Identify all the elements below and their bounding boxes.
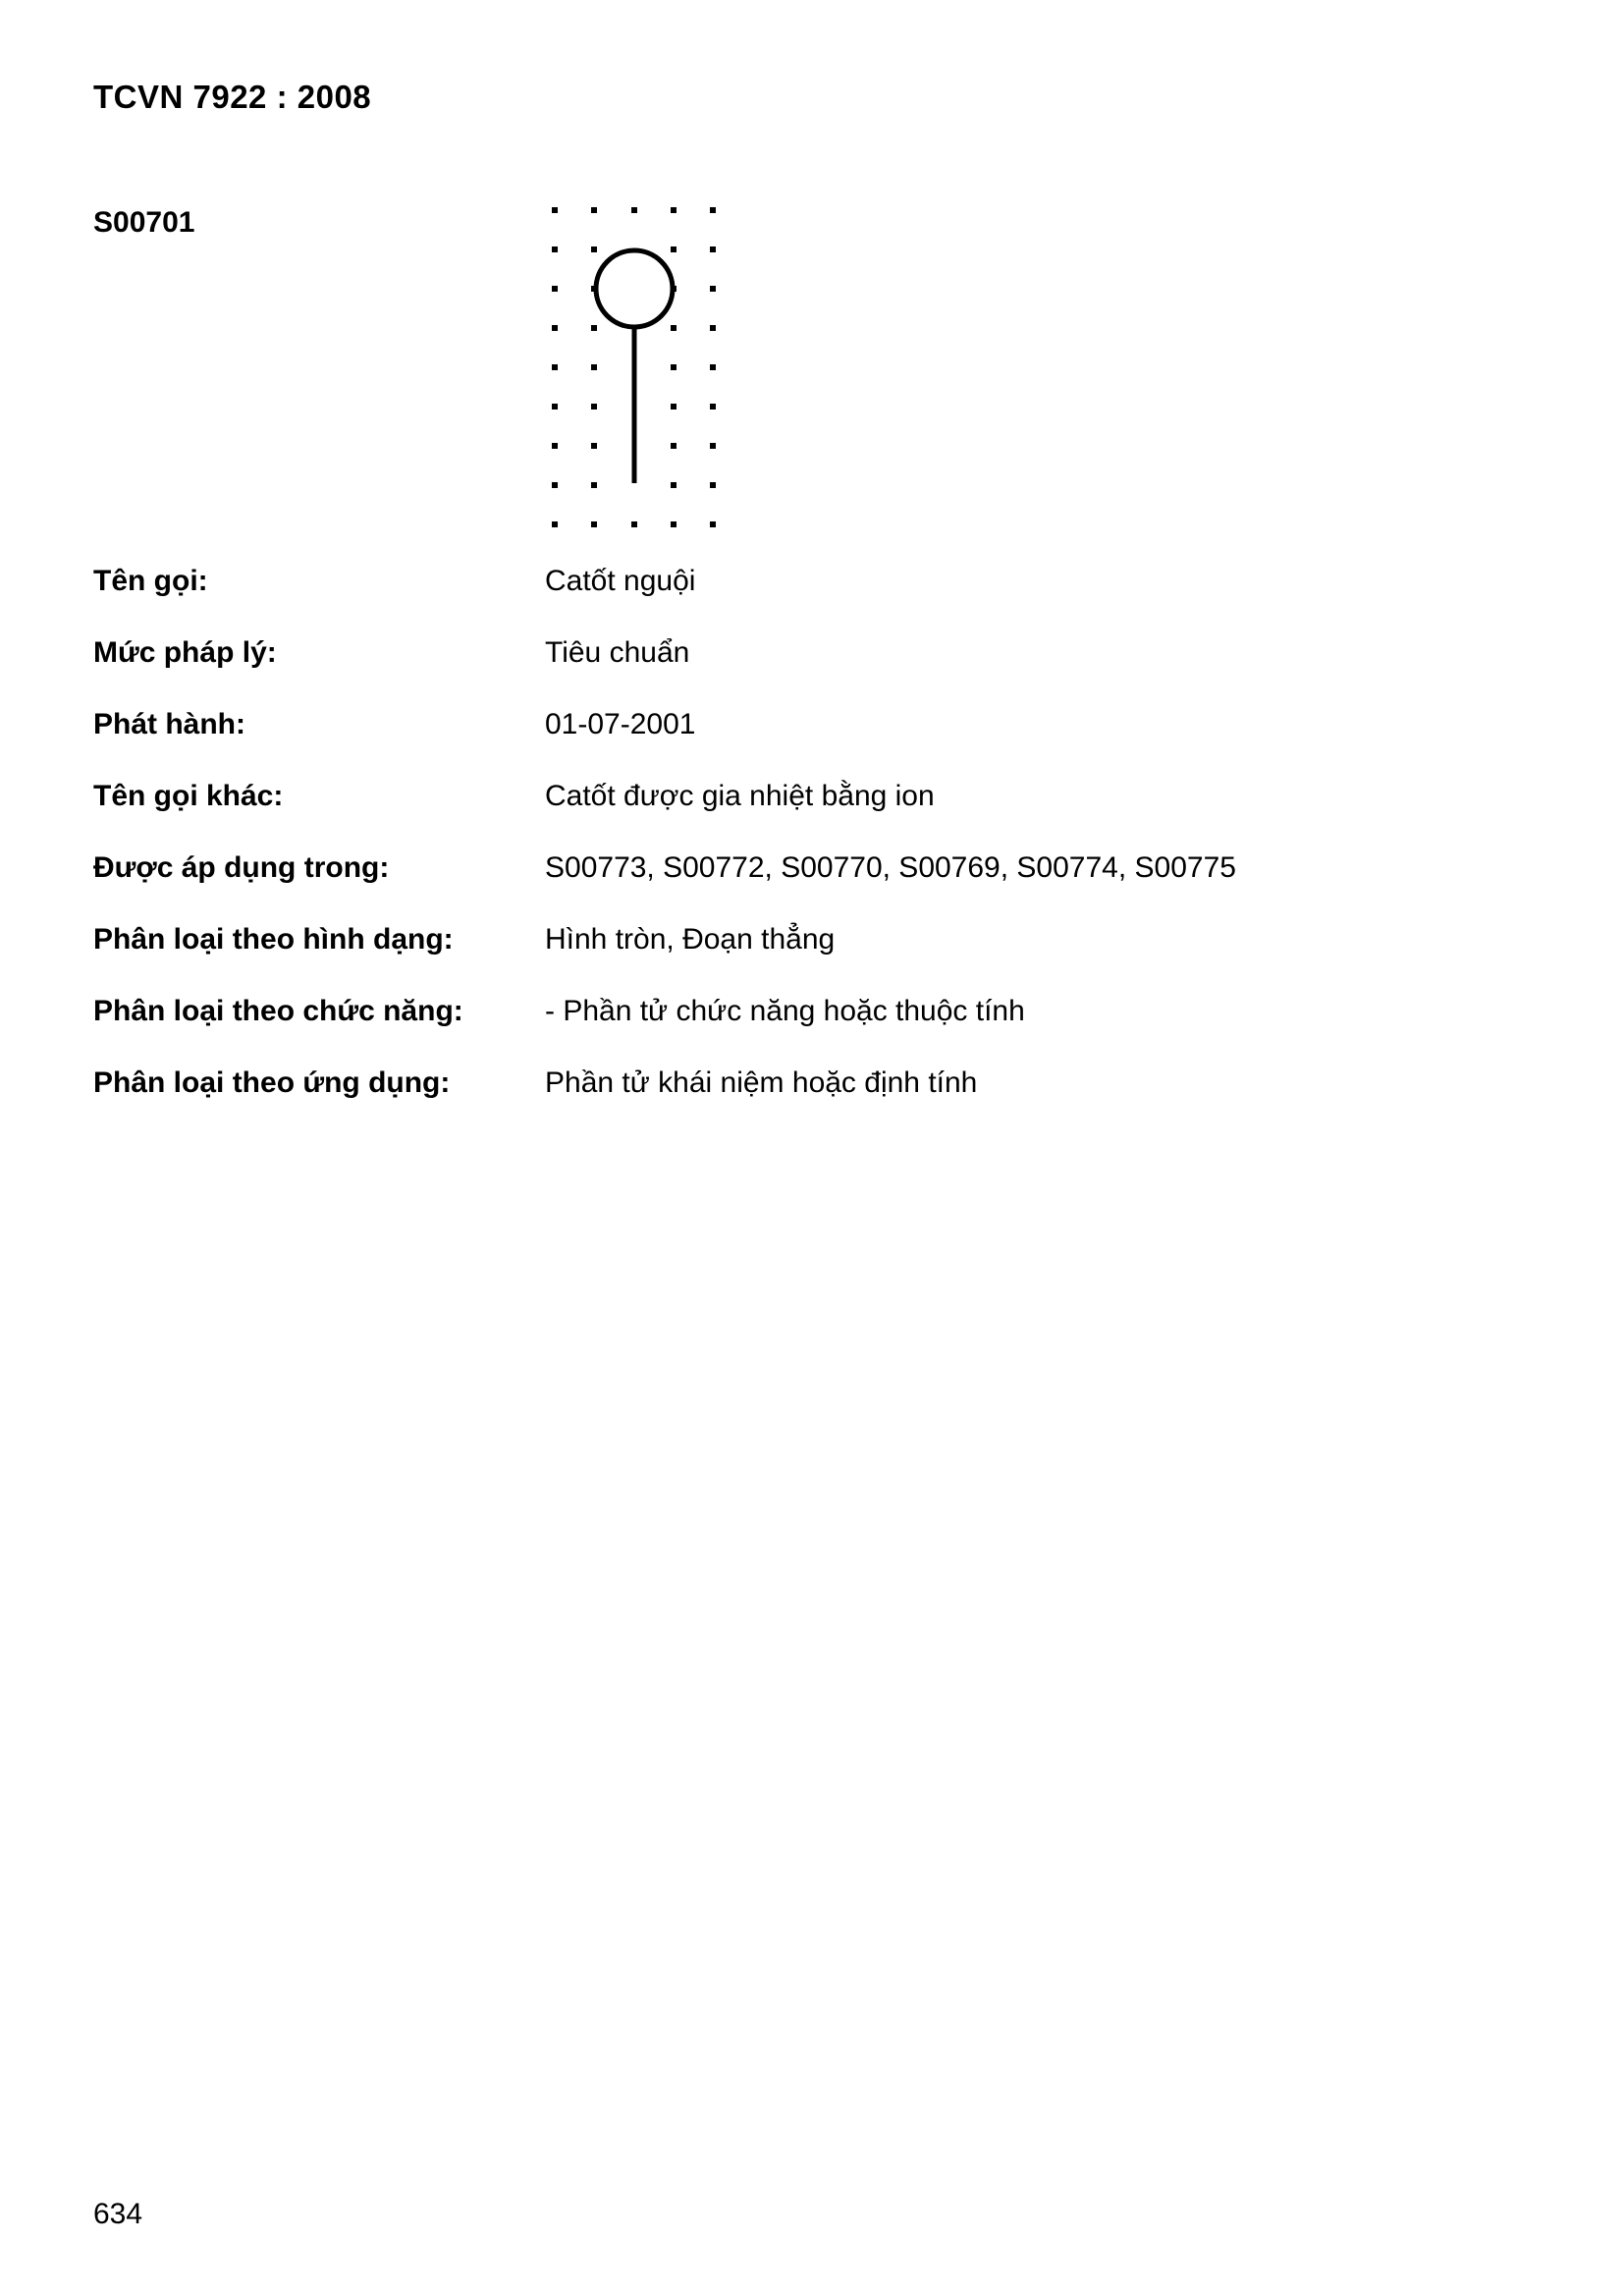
grid-dot: [671, 325, 677, 331]
grid-dot: [631, 521, 637, 527]
property-row-shape-class: [93, 920, 1527, 992]
grid-dot: [591, 325, 597, 331]
property-row-release-date: [93, 705, 1527, 777]
grid-dot: [671, 207, 677, 213]
property-value: Catốt nguội: [545, 565, 696, 597]
property-row-applied-in: [93, 848, 1527, 920]
grid-dot: [552, 404, 558, 410]
property-value: - Phần tử chức năng hoặc thuộc tính: [545, 995, 1025, 1027]
grid-dot: [710, 404, 716, 410]
property-label: Tên gọi khác:: [93, 780, 284, 812]
property-list: [93, 562, 1527, 1135]
grid-dot: [710, 286, 716, 292]
grid-dot: [591, 443, 597, 449]
grid-dot: [591, 521, 597, 527]
property-value: Catốt được gia nhiệt bằng ion: [545, 780, 935, 812]
grid-dot: [671, 246, 677, 252]
symbol-id: S00701: [93, 206, 195, 239]
grid-dot: [552, 482, 558, 488]
property-label: Mức pháp lý:: [93, 636, 277, 669]
document-header: TCVN 7922 : 2008: [93, 79, 372, 115]
grid-dot: [552, 246, 558, 252]
grid-dot: [591, 404, 597, 410]
grid-dot: [591, 364, 597, 370]
grid-dot: [591, 246, 597, 252]
property-row-application-class: [93, 1064, 1527, 1135]
grid-dot: [671, 443, 677, 449]
property-value: Hình tròn, Đoạn thẳng: [545, 923, 836, 956]
page-number: 634: [93, 2198, 143, 2230]
grid-dot: [710, 521, 716, 527]
property-label: Được áp dụng trong:: [93, 851, 390, 884]
grid-dot: [671, 404, 677, 410]
grid-dot: [710, 482, 716, 488]
grid-dot: [671, 521, 677, 527]
grid-dot: [552, 521, 558, 527]
grid-dot: [710, 364, 716, 370]
property-label: Phân loại theo chức năng:: [93, 995, 463, 1027]
property-label: Phát hành:: [93, 708, 245, 740]
grid-dot: [631, 207, 637, 213]
grid-dot: [710, 246, 716, 252]
property-value: S00773, S00772, S00770, S00769, S00774, S00775: [545, 851, 1236, 884]
grid-dot: [591, 207, 597, 213]
grid-dot: [552, 286, 558, 292]
property-label: Tên gọi:: [93, 565, 208, 597]
grid-dot: [552, 325, 558, 331]
property-row-function-class: [93, 992, 1527, 1064]
property-value: Phần tử khái niệm hoặc định tính: [545, 1066, 978, 1099]
cathode-circle: [596, 250, 673, 327]
grid-dot: [671, 364, 677, 370]
property-value: 01-07-2001: [545, 708, 696, 740]
property-row-legal-level: [93, 633, 1527, 705]
grid-dot: [710, 443, 716, 449]
grid-dot: [710, 207, 716, 213]
grid-dot: [710, 325, 716, 331]
grid-dot: [552, 443, 558, 449]
property-row-name: [93, 562, 1527, 633]
grid-dot: [591, 482, 597, 488]
grid-dot: [671, 482, 677, 488]
grid-dot: [552, 207, 558, 213]
property-value: Tiêu chuẩn: [545, 636, 690, 669]
property-row-alias: [93, 777, 1527, 848]
cold-cathode-symbol-icon: [538, 194, 734, 528]
symbol-figure: [538, 194, 734, 533]
property-label: Phân loại theo ứng dụng:: [93, 1066, 451, 1099]
property-label: Phân loại theo hình dạng:: [93, 923, 454, 956]
grid-dot: [552, 364, 558, 370]
